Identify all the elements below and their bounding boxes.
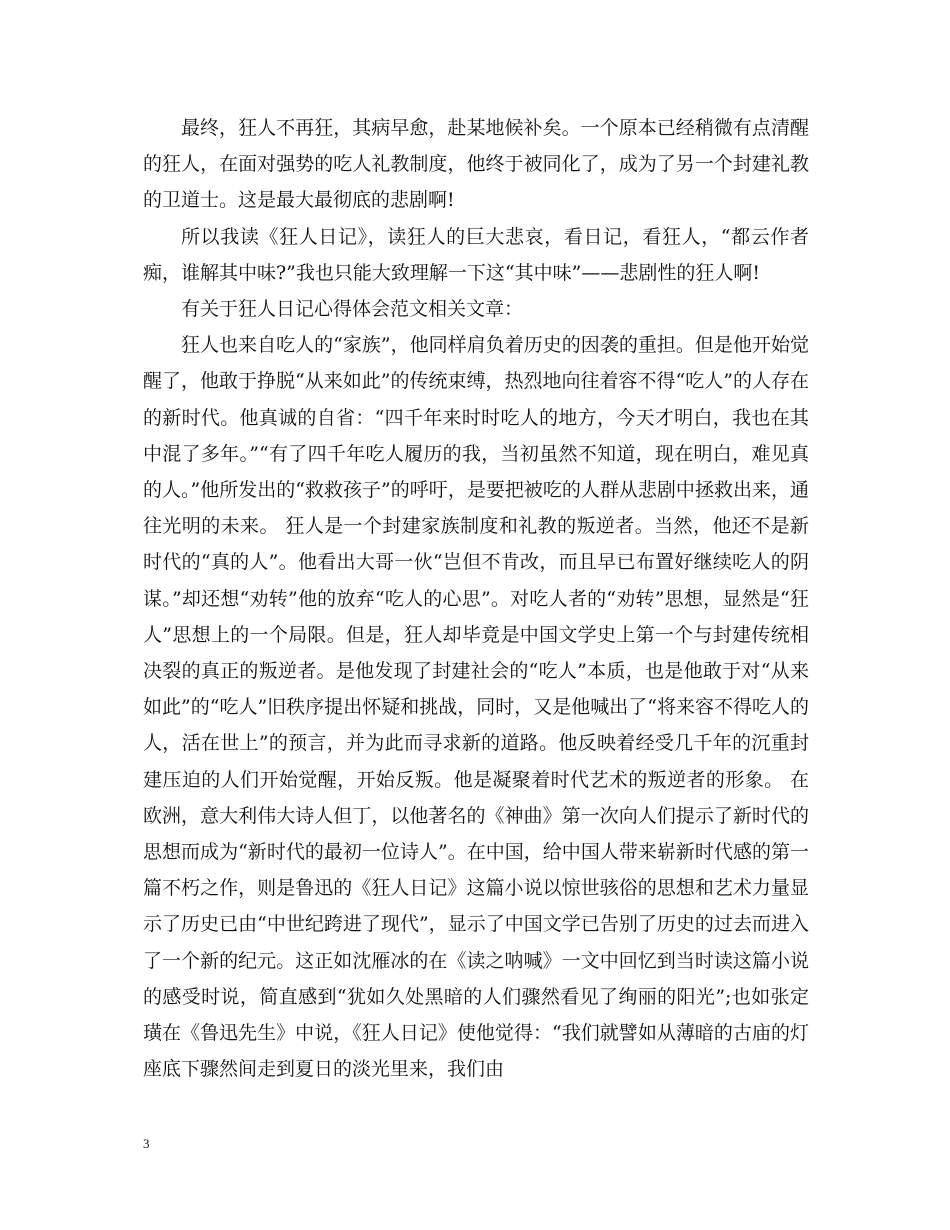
- paragraph-madman-analysis: 狂人也来自吃人的“家族”，他同样肩负着历史的因袭的重担。但是他开始觉醒了，他敢于挣脱“从来如此”的传统束缚，热烈地向往着容不得“吃人”的人存在的新时代。他真诚的自省：“四千年来时时吃人的地方，今天才明白，我也在其中混了多年。”“有了四千年吃人履历的我，当初虽然不知道，现在明白，难见真的人。”他所发出的“救救孩子”的呼吁，是要把被吃的人群从悲剧中拯救出来，通往光明的未来。 狂人是一个封建家族制度和礼教的叛逆者。当然，他还不是新时代的“真的人”。他看出大哥一伙“岂但不肯改，而且早已布置好继续吃人的阴谋。”却还想“劝转”他的放弃“吃人的心思”。对吃人者的“劝转”思想，显然是“狂人”思想上的一个局限。但是，狂人却毕竟是中国文学史上第一个与封建传统相决裂的真正的叛逆者。是他发现了封建社会的“吃人”本质，也是他敢于对“从来如此”的“吃人”旧秩序提出怀疑和挑战，同时，又是他喊出了“将来容不得吃人的人，活在世上”的预言，并为此而寻求新的道路。他反映着经受几千年的沉重封建压迫的人们开始觉醒，开始反叛。他是凝聚着时代艺术的叛逆者的形象。 在欧洲，意大利伟大诗人但丁，以他著名的《神曲》第一次向人们提示了新时代的思想而成为“新时代的最初一位诗人”。在中国，给中国人带来崭新时代感的第一篇不朽之作，则是鲁迅的《狂人日记》这篇小说以惊世骇俗的思想和艺术力量显示了历史已由“中世纪跨进了现代”，显示了中国文学已告别了历史的过去而进入了一个新的纪元。这正如沈雁冰的在《读之呐喊》一文中回忆到当时读这篇小说的感受时说，简直感到“犹如久处黑暗的人们骤然看见了绚丽的阳光”;也如张定璜在《鲁迅先生》中说，《狂人日记》使他觉得：“我们就譬如从薄暗的古庙的灯座底下骤然间走到夏日的淡光里来，我们由: [143, 334, 809, 1081]
- paragraph-reading-reflection: 所以我读《狂人日记》，读狂人的巨大悲哀，看日记，看狂人，“都云作者痴，谁解其中味?”我也只能大致理解一下这“其中味”——悲剧性的狂人啊!: [143, 225, 809, 284]
- document-body: [143, 110, 809, 1087]
- paragraph-related-articles-heading: 有关于狂人日记心得体会范文相关文章：: [181, 298, 524, 321]
- page-number: 3: [143, 1136, 150, 1151]
- paragraph-ending: 最终，狂人不再狂，其病早愈，赴某地候补矣。一个原本已经稍微有点清醒的狂人，在面对强势的吃人礼教制度，他终于被同化了，成为了另一个封建礼教的卫道士。这是最大最彻底的悲剧啊!: [143, 117, 809, 212]
